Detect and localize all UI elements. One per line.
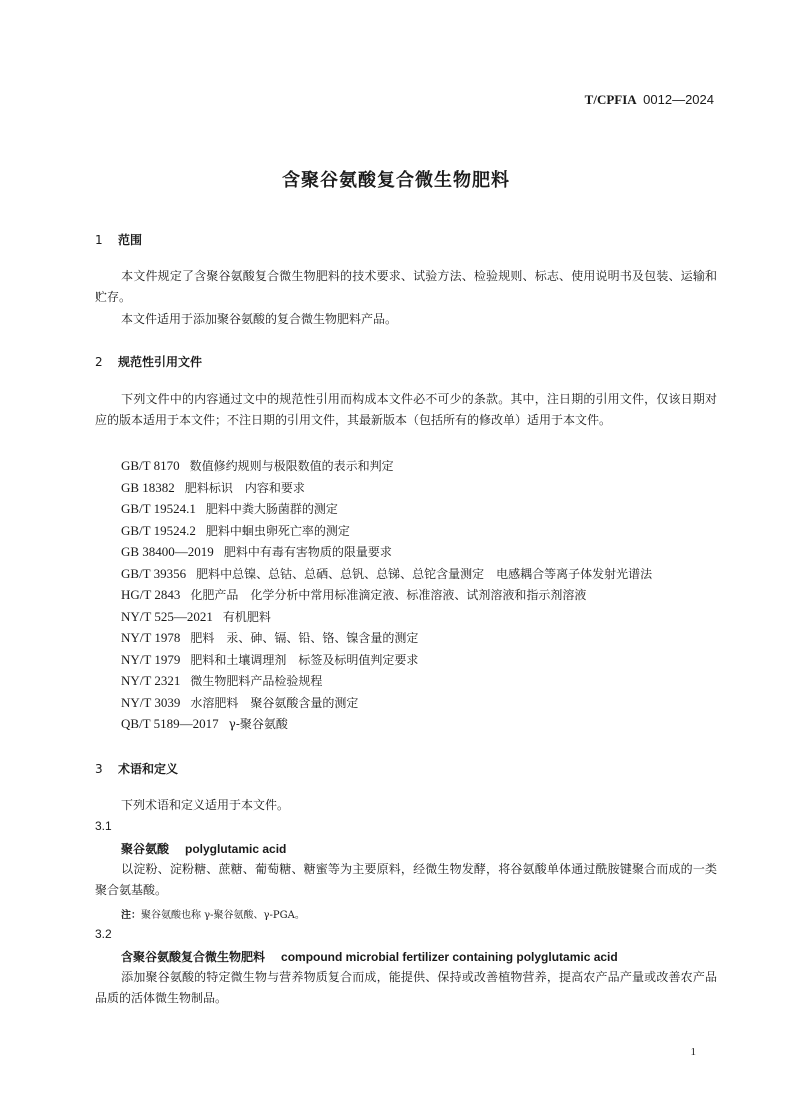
term-chinese: 聚谷氨酸 — [121, 842, 170, 856]
scope-text: 本文件规定了含聚谷氨酸复合微生物肥料的技术要求、试验方法、检验规则、标志、使用说明书及包装、运输和贮存。 — [95, 269, 717, 304]
reference-item — [121, 479, 305, 496]
reference-code: GB/T 19524.1 — [121, 501, 196, 516]
reference-title: 肥料标识 内容和要求 — [184, 481, 305, 495]
reference-title: 肥料和土壤调理剂 标签及标明值判定要求 — [190, 653, 419, 667]
reference-code: QB/T 5189—2017 — [121, 716, 219, 731]
term-definition — [95, 967, 717, 1009]
reference-title: 数值修约规则与极限数值的表示和判定 — [189, 459, 394, 473]
note-text: 聚谷氨酸也称 γ-聚谷氨酸、γ-PGA。 — [141, 910, 305, 921]
reference-item — [121, 586, 586, 603]
reference-item — [121, 457, 394, 474]
term-english: polyglutamic acid — [185, 842, 287, 856]
references-intro-text: 下列文件中的内容通过文中的规范性引用而构成本文件必不可少的条款。其中，注日期的引用文件，仅该日期对应的版本适用于本文件；不注日期的引用文件，其最新版本（包括所有的修改单）适用于本文件。 — [95, 392, 717, 427]
reference-title: γ-聚谷氨酸 — [228, 717, 288, 731]
document-title: 含聚谷氨酸复合微生物肥料 — [282, 170, 510, 191]
standard-code — [585, 92, 714, 108]
section-1-heading — [95, 231, 142, 248]
reference-code: NY/T 1978 — [121, 630, 181, 645]
reference-item — [121, 608, 271, 625]
reference-title: 化肥产品 化学分析中常用标准滴定液、标准溶液、试剂溶液和指示剂溶液 — [190, 588, 587, 602]
scope-applicability-text: 本文件适用于添加聚谷氨酸的复合微生物肥料产品。 — [121, 312, 398, 326]
reference-item — [121, 565, 652, 582]
reference-code: NY/T 3039 — [121, 695, 181, 710]
reference-title: 肥料中粪大肠菌群的测定 — [205, 502, 338, 516]
reference-title: 肥料中有毒有害物质的限量要求 — [223, 545, 392, 559]
reference-code: GB/T 19524.2 — [121, 523, 196, 538]
reference-item — [121, 543, 392, 560]
reference-title: 肥料中总镍、总钴、总硒、总钒、总锑、总铊含量测定 电感耦合等离子体发射光谱法 — [196, 567, 653, 581]
term-number: 3.2 — [95, 927, 112, 941]
reference-code: GB/T 39356 — [121, 566, 187, 581]
term-english: compound microbial fertilizer containing polyglutamic acid — [281, 950, 618, 964]
reference-item — [121, 629, 418, 646]
term-definition — [95, 859, 717, 901]
reference-title: 有机肥料 — [222, 610, 271, 624]
scope-paragraph — [95, 266, 717, 308]
section-number: 2 — [95, 355, 103, 369]
references-intro — [95, 389, 717, 431]
section-title: 术语和定义 — [118, 762, 179, 776]
reference-title: 水溶肥料 聚谷氨酸含量的测定 — [190, 696, 359, 710]
reference-code: GB 18382 — [121, 480, 175, 495]
reference-item — [121, 715, 288, 732]
reference-code: NY/T 1979 — [121, 652, 181, 667]
term-entry — [121, 948, 618, 965]
standard-number: 0012—2024 — [643, 92, 714, 107]
terms-intro — [95, 795, 717, 816]
section-title: 规范性引用文件 — [118, 355, 203, 369]
section-3-heading — [95, 760, 178, 777]
term-definition-text: 以淀粉、淀粉糖、蔗糖、葡萄糖、糖蜜等为主要原料，经微生物发酵，将谷氨酸单体通过酰胺键聚合而成的一类聚合氨基酸。 — [95, 862, 717, 897]
term-note — [121, 906, 305, 921]
term-entry — [121, 840, 286, 857]
term-definition-text: 添加聚谷氨酸的特定微生物与营养物质复合而成，能提供、保持或改善植物营养，提高农产品产量或改善农产品品质的活体微生物制品。 — [95, 970, 717, 1005]
reference-title: 肥料中蛔虫卵死亡率的测定 — [205, 524, 350, 538]
note-label: 注： — [121, 910, 141, 921]
section-2-heading — [95, 353, 202, 370]
reference-title: 微生物肥料产品检验规程 — [190, 674, 323, 688]
reference-item — [121, 500, 338, 517]
terms-intro-text: 下列术语和定义适用于本文件。 — [121, 798, 290, 812]
reference-item — [121, 694, 358, 711]
section-title: 范围 — [118, 233, 143, 247]
reference-title: 肥料 汞、砷、镉、铅、铬、镍含量的测定 — [190, 631, 419, 645]
reference-item — [121, 522, 350, 539]
scope-applicability — [95, 309, 717, 330]
standard-prefix: T/CPFIA — [584, 92, 637, 107]
reference-code: GB 38400—2019 — [121, 544, 214, 559]
page-number: 1 — [690, 1046, 696, 1058]
section-number: 3 — [95, 762, 103, 776]
term-number: 3.1 — [95, 819, 112, 833]
reference-item — [121, 672, 322, 689]
section-number: 1 — [95, 233, 103, 247]
term-chinese: 含聚谷氨酸复合微生物肥料 — [121, 950, 266, 964]
reference-code: NY/T 525—2021 — [121, 609, 213, 624]
reference-item — [121, 651, 418, 668]
reference-code: NY/T 2321 — [121, 673, 181, 688]
reference-code: GB/T 8170 — [121, 458, 180, 473]
reference-code: HG/T 2843 — [121, 587, 181, 602]
